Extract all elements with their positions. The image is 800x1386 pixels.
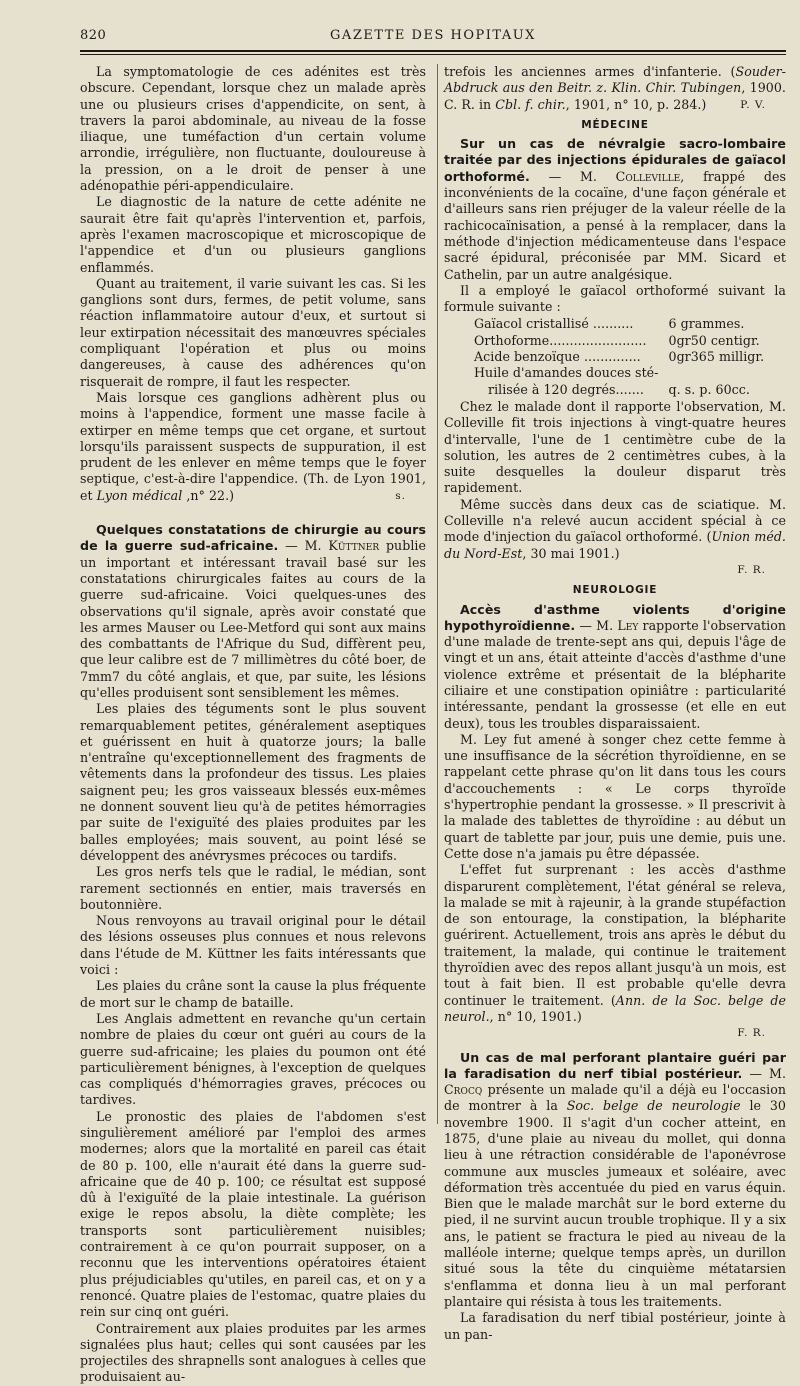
paragraph: M. Ley fut amené à songer chez cette femme à une insuffisance de la sécrétion thyroïdienne, en se rappelant cette phrase qu'on lit dans tous les cours d'accouchements : « Le corps thyroïde s'hypertrophie pendant la grossesse. » Il prescrivit à la malade des tablettes de thyroïdine : au début un quart de tablette par jour, puis une demie, puis une. Cette dose n'a jamais pu être dépassée. [444,731,786,861]
article-title: Accès d'asthme violents d'origine hypothyroïdienne. [444,601,786,633]
citation-italic: Ann. de la Soc. belge de neurol. [444,992,786,1024]
right-column [444,64,786,1342]
author-name: Colleville [615,168,681,184]
text-run: — M. [278,538,329,554]
paragraph: Le pronostic des plaies de l'abdomen s'est singulièrement amélioré par l'emploi des armes modernes; alors que la mortalité en pareil cas était de 80 p. 100, elle n'aurait été dans la guerre sud-africaine que de 40 p. 100; ce résultat est supposé dû à l'exiguïté de la plaie intestinale. La guérison exige le repos absolu, la diète complète; les transports sont particulièrement nuisibles; contrairement à ce qu'on pourrait supposer, on a reconnu que les interventions opératoires étaient plus préjudiciables qu'utiles, en pareil cas, et on y a renoncé. Quatre plaies de l'estomac, quatre plaies du rein sur cinq ont guéri. [80,1108,426,1320]
text-run: , 30 mai 1901.) [522,545,620,561]
article-paragraph [444,602,786,732]
column-divider [437,64,438,1124]
citation-italic: Cbl. f. chir. [495,96,566,112]
ingredient-name: Orthoforme........................ [474,332,647,348]
header-rule-thin [80,54,786,55]
spacer [444,1042,786,1050]
paragraph: Les plaies des téguments sont le plus souvent remarquablement petites, généralement aseptiques et guérissent en huit à quatorze jours; la balle n'entraîne qu'exceptionnellement des fragments de vêtements dans la profondeur des tissus. Les plaies saignent peu; les gros vaisseaux blessés eux-mêmes ne donnent souvent lieu qu'à de petites hémorragies par suite de l'exiguïté des plaies produites par les balles employées; mais souvent, au point lésé se développent des anévrysmes précoces ou tardifs. [80,701,426,863]
text-run: ,n° 22.) [182,487,235,503]
text-run: , n° 10, 1901.) [489,1008,582,1024]
ingredient-name: Gaïacol cristallisé .......... [474,316,634,332]
running-title: GAZETTE DES HOPITAUX [330,28,536,43]
article-paragraph [80,522,426,701]
ingredient-name: Huile d'amandes douces sté- [474,365,659,381]
article-title: Un cas de mal perforant plantaire guéri par la faradisation du nerf tibial postérieur. [444,1049,786,1081]
citation-italic: Union méd. du Nord-Est [444,529,786,561]
article-title: Quelques constatations de chirurgie au cours de la guerre sud-africaine. [80,522,426,554]
formula-row [474,382,764,398]
author-signature: F. R. [737,563,766,576]
author-name: Küttner [328,538,380,554]
text-run: , 1901, n° 10, p. 284.) [565,96,707,112]
paragraph: Il a employé le gaïacol orthoformé suivant la formule suivante : [444,282,786,315]
text-run: — M. [529,168,616,184]
text-run: Même succès dans deux cas de sciatique. M. Colleville n'a relevé aucun accident spécial à ce mode d'injection du gaïacol orthoformé. ( [444,496,786,545]
paragraph: Quant au traitement, il varie suivant les cas. Si les ganglions sont durs, fermes, de petit volume, sans réaction inflammatoire autour d'eux, et surtout si leur extirpation nécessitait des manœuvres spéciales compliquant l'opération et plus ou moins dangereuses, à cause des adhérences qu'on risquerait de rompre, il faut les respecter. [80,275,426,389]
text-run: rapporte l'observation d'une malade de trente-sept ans qui, depuis l'âge de vingt et un ans, était atteinte d'accès d'asthme d'une violence extrême et présentait de la blépharite ciliaire et une constipation opiniâtre : particularité intéressante, pendant la grossesse (et elle en eut deux), tous les troubles disparaissaient. [444,617,786,731]
text-run: présente un malade qu'il a déjà eu l'occasion de montrer à la [444,1082,786,1114]
citation-italic: Soc. belge de neurologie [566,1098,741,1114]
article-paragraph [444,136,786,283]
text-run: L'effet fut surprenant : les accès d'asthme disparurent complètement, l'état général se releva, la malade se mit à rajeunir, à la grande stupéfaction de son entourage, la constipation, la blépharite guérirent. Actuellement, trois ans après le début du traitement, la malade, qui continue le traitement thyroïdien avec des repos allant jusqu'à un mois, est tout à fait bien. Il est probable qu'elle devra continuer le traitement. ( [444,862,786,1008]
text-run: , 1900. C. R. in [444,80,786,112]
citation-italic: Lyon médical [96,487,183,503]
ingredient-quantity: q. s. p. 60cc. [668,381,750,397]
paragraph: Les Anglais admettent en revanche qu'un certain nombre de plaies du cœur ont guéri au cours de la guerre sud-africaine; les plaies du poumon ont été particulièrement bénignes, à l'exception de quelques cas compliqués d'hémorragies graves, précoces ou tardives. [80,1010,426,1108]
ingredient-quantity: 0gr365 milligr. [668,349,765,365]
formula-table [474,316,764,397]
ingredient-quantity: 0gr50 centigr. [668,332,760,348]
ingredient-name: rilisée à 120 degrés....... [488,381,644,397]
author-name: Ley [617,617,639,633]
author-signature: s. [395,489,406,502]
paragraph: Les plaies du crâne sont la cause la plus fréquente de mort sur le champ de bataille. [80,978,426,1010]
text-run: trefois les anciennes armes d'infanterie. ( [444,64,736,79]
paragraph: La faradisation du nerf tibial postérieur, jointe à un pan- [444,1310,786,1342]
formula-row [474,349,764,365]
page-header [80,28,786,50]
spacer [80,504,426,522]
paragraph [444,64,786,113]
paragraph: La symptomatologie de ces adénites est très obscure. Cependant, lorsque chez un malade après une ou plusieurs crises d'appendicite, on sent, à travers la paroi abdominale, au niveau de la fosse iliaque, une tuméfaction d'un certain volume arrondie, irrégulière, non fluctuante, douloureuse à la pression, on a le droit de penser à une adénopathie péri-appendiculaire. [80,64,426,194]
formula-row [474,333,764,349]
ingredient-quantity [659,365,765,381]
author-signature: F. R. [737,1027,766,1040]
paragraph: Contrairement aux plaies produites par les armes signalées plus haut; celles qui sont causées par les projectiles des shrapnells sont analogues à celles que produisaient au- [80,1320,426,1385]
text-run: , frappé des inconvénients de la cocaïne, d'une façon générale et d'ailleurs sans rien préjuger de la valeur réelle de la rachicocaïnisation, a pensé à la remplacer, dans la méthode d'injection médicamenteuse dans l'espace sacré épidural, préconisée par MM. Sicard et Cathelin, par un autre analgésique. [444,168,786,282]
paragraph: Le diagnostic de la nature de cette adénite ne saurait être fait qu'après l'intervention et, parfois, après l'examen macroscopique et microscopique de l'appendice et d'un ou plusieurs ganglions enflammés. [80,194,426,275]
paragraph: Les gros nerfs tels que le radial, le médian, sont rarement sectionnés en entier, mais traversés en boutonnière. [80,864,426,912]
section-heading-neurologie: NEUROLOGIE [572,584,658,597]
ingredient-name: Acide benzoïque .............. [474,349,641,365]
header-rule [80,50,786,52]
section-heading-medecine: MÉDECINE [581,118,649,131]
paragraph: Nous renvoyons au travail original pour le détail des lésions osseuses plus connues et nous relevons dans l'étude de M. Küttner les faits intéressants que voici : [80,913,426,978]
text-run: — M. [742,1065,786,1081]
paragraph: Chez le malade dont il rapporte l'observation, M. Colleville fit trois injections à vingt-quatre heures d'intervalle, l'une de 1 centimètre cube de la solution, les autres de 2 centimètres cubes, à la suite desquelles la douleur disparut très rapidement. [444,398,786,496]
paragraph [80,390,426,504]
paragraph [444,862,786,1025]
formula-row [474,365,764,381]
article-title: Sur un cas de névralgie sacro-lombaire traitée par des injections épidurales de gaïacol orthoformé. [444,136,786,184]
ingredient-quantity: 6 grammes. [668,316,745,332]
page-number: 820 [80,28,107,43]
author-name: Crocq [444,1082,483,1098]
left-column [80,64,426,1385]
text-run: le 30 novembre 1900. Il s'agit d'un cocher atteint, en 1875, d'une plaie au niveau du mollet, qui donna lieu à une rétraction considérable de l'aponévrose commune aux muscles jumeaux et soléaire, avec déformation très accentuée du pied en varus équin. Bien que le malade marchât sur le bord externe du pied, il ne survint aucun trouble trophique. Il y a six ans, le patient se fractura le pied au niveau de la malléole interne; quelque temps après, un durillon situé sous la tête du cinquième métatarsien s'enflamma et donna lieu à un mal perforant plantaire qui résista à tous les traitements. [444,1098,786,1309]
citation-italic: Souder-Abdruck aus den Beitr. z. Klin. Chir. Tubingen [444,64,786,96]
text-run: Mais lorsque ces ganglions adhèrent plus ou moins à l'appendice, forment une masse facile à extirper en même temps que cet organe, et surtout lorsqu'ils paraissent suspects de suppuration, il est prudent de les enlever en même temps que le foyer septique, c'est-à-dire l'appendice. (Th. de Lyon 1901, et [80,389,426,503]
paragraph [444,497,786,562]
author-signature: P. V. [740,98,766,111]
text-run: — M. [575,617,618,633]
text-run: publie un important et intéressant travail basé sur les constatations chirurgicales faites au cours de la guerre sud-africaine. Voici quelques-unes des observations qu'il signale, après avoir constaté que les armes Mauser ou Lee-Metford qui sont aux mains des combattants de l'Afrique du Sud, diffèrent peu, que leur calibre est de 7 millimètres du côté boer, de 7mm7 du côté anglais, et que, par suite, les lésions qu'elles produisent sont sensiblement les mêmes. [80,538,426,700]
formula-row [474,316,764,332]
article-paragraph [444,1050,786,1311]
